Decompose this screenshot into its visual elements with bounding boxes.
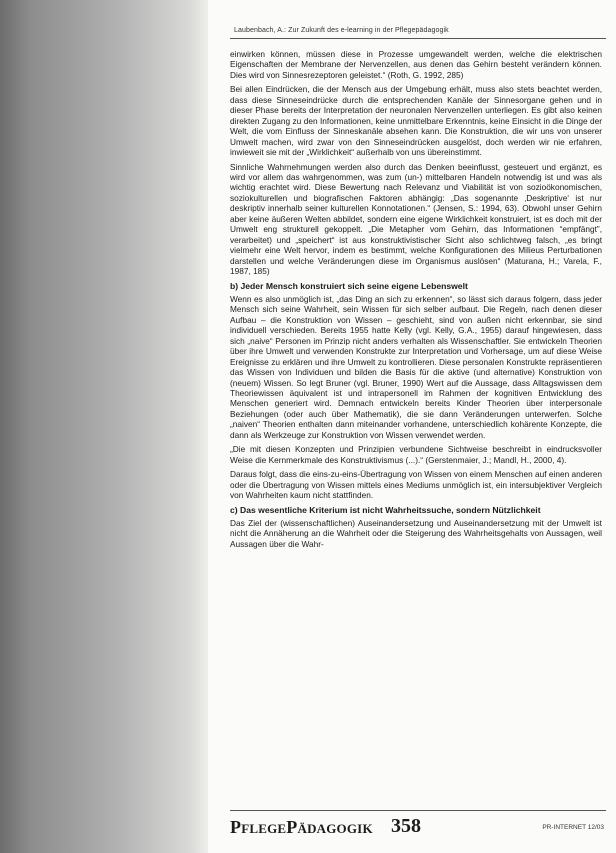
- section-heading-c: c) Das wesentliche Kriterium ist nicht Wahrheitssuche, sondern Nützlichkeit: [230, 504, 541, 515]
- issue-label: PR-INTERNET 12/03: [542, 824, 604, 831]
- running-header: Laubenbach, A.: Zur Zukunft des e-learning in der Pflegepädagogik: [234, 27, 449, 34]
- paragraph: Bei allen Eindrücken, die der Mensch aus der Umgebung erhält, muss also stets beachtet werden, dass diese Sinneseindrücke durch die entsprechenden Kanäle der Sinnesorgane gehen und in dieser Phase bereits der Interpretation der neuronalen Nervenzellen unterliegen. Es gibt also keinen direkten Zugang zu den Informationen, keine unmittelbare Erkenntnis, keine Einsicht in die Dinge der Welt, die vom Einfluss der Sinneskanäle absehen kann. Die Konstruktion, die wir uns von unserer Umwelt machen, wird zwar von den Sinneseindrücken ausgelöst, doch werden wir nie erfahren, inwieweit sie mit der „Wirklichkeit“ außerhalb von uns übereinstimmt.: [230, 84, 602, 158]
- quote-paragraph: „Die mit diesen Konzepten und Prinzipien verbundene Sichtweise beschreibt in eindrucksvoller Weise die Kernmerkmale des Konstruktivismus (...).“ (Gerstenmaier, J.; Mandl, H., 2000, 4).: [230, 444, 602, 465]
- footer-rule: [230, 810, 606, 811]
- logo-text: FLEGE: [241, 821, 287, 836]
- paragraph: Sinnliche Wahrnehmungen werden also durch das Denken beeinflusst, gesteuert und ergänzt, es wird vor allem das wahrgenommen, was zum (un-) mittelbaren Handeln notwendig ist und was als wichtig erachtet wird. Diese Bewertung nach Relevanz und Viabilität ist von sozioökonomischen, soziokulturellen und biografischen Faktoren abhängig: „Das sogenannte ‚Deskriptive‘ ist nur deskriptiv innerhalb seiner kulturellen Konnotationen.“ (Jensen, S.: 1994, 63). Obwohl unser Gehirn aber keine äußeren Welten abbildet, sondern eine eigene Wirklichkeit konstruiert, ist es doch mit der Umwelt eng strukturell gekoppelt. „Die Metapher vom Gehirn, das Informationen “empfängt”, verarbeitet) und „speichert“ ist aus konstruktivistischer Sicht also schlichtweg falsch, „es bringt vielmehr eine Welt hervor, indem es bestimmt, welche Konfigurationen des Milieus Perturbationen darstellen und welche Veränderungen diese im Organismus auslösen“ (Maturana, H.; Varela, F., 1987, 185): [230, 161, 602, 277]
- body-text: [230, 49, 602, 553]
- paragraph: einwirken können, müssen diese in Prozesse umgewandelt werden, welche die elektrischen Eigenschaften der Membrane der Nervenzellen, aus denen das Gehirn besteht verändern können. Dies wird von Sinnesrezeptoren geleistet.“ (Roth, G. 1992, 285): [230, 49, 602, 80]
- book-gutter-shadow: [0, 0, 208, 853]
- journal-logo: [230, 817, 373, 838]
- document-page: [208, 0, 616, 853]
- header-rule: [230, 38, 606, 39]
- logo-text: ÄDAGOGIK: [297, 821, 373, 836]
- paragraph: Das Ziel der (wissenschaftlichen) Auseinandersetzung und Auseinandersetzung mit der Umwelt ist nicht die Annäherung an die Wahrheit oder die Steigerung des Wahrheitsgehalts von Aussagen, weil Aussagen über die Wahr-: [230, 517, 602, 549]
- paragraph: Wenn es also unmöglich ist, „das Ding an sich zu erkennen“, so lässt sich daraus folgern, dass jeder Mensch sich seine Wahrheit, sein Wissen für sich selber aufbaut. Die Regeln, nach denen dieser Aufbau – die Konstruktion von Wissen – geschieht, sind von außen nicht erkennbar, sie sind individuell verschieden. Bereits 1955 hatte Kelly (vgl. Kelly, G.A., 1955) darauf hingewiesen, dass sich „naive“ Personen im Prinzip nicht anders verhalten als Wissenschaftler. Sie entwickeln Theorien über ihre Umwelt und verwenden Konstrukte zur Interpretation und Vorhersage, um auf diese Weise Ereignisse zu erklären und ihre Umwelt zu kontrollieren. Diese personalen Konstrukte repräsentieren das Wissen von Individuen und bilden die Basis für die aktive (und alternative) Konstruktion von (neuem) Wissen. So legt Bruner (vgl. Bruner, 1990) Wert auf die Aussage, dass Alltagswissen dem Theoriewissen äquivalent ist und intrapersonell im Rahmen der kognitiven Entwicklung des Menschen generiert wird. Demnach entwickeln bereits Kinder Theorien über interpersonale Beziehungen (oder auch über Mathematik), die sie dann Veränderungen unterwerfen. Solche „naiven“ Theorien enthalten dann miteinander vorhandene, unterschiedlich kohärente Konzepte, die dann als Werkzeuge zur Konstruktion von Wissen verwendet werden.: [230, 293, 602, 440]
- paragraph: Daraus folgt, dass die eins-zu-eins-Übertragung von Wissen von einem Menschen auf einen anderen oder die Übertragung von Wissen mittels eines Mediums unmöglich ist, ein intersubjektiver Vergleich von Wahrheiten kaum nicht stattfinden.: [230, 469, 602, 501]
- logo-cap: P: [286, 817, 298, 837]
- page-number: 358: [391, 815, 421, 837]
- logo-cap: P: [230, 817, 242, 837]
- section-heading-b: b) Jeder Mensch konstruiert sich seine eigene Lebenswelt: [230, 280, 468, 291]
